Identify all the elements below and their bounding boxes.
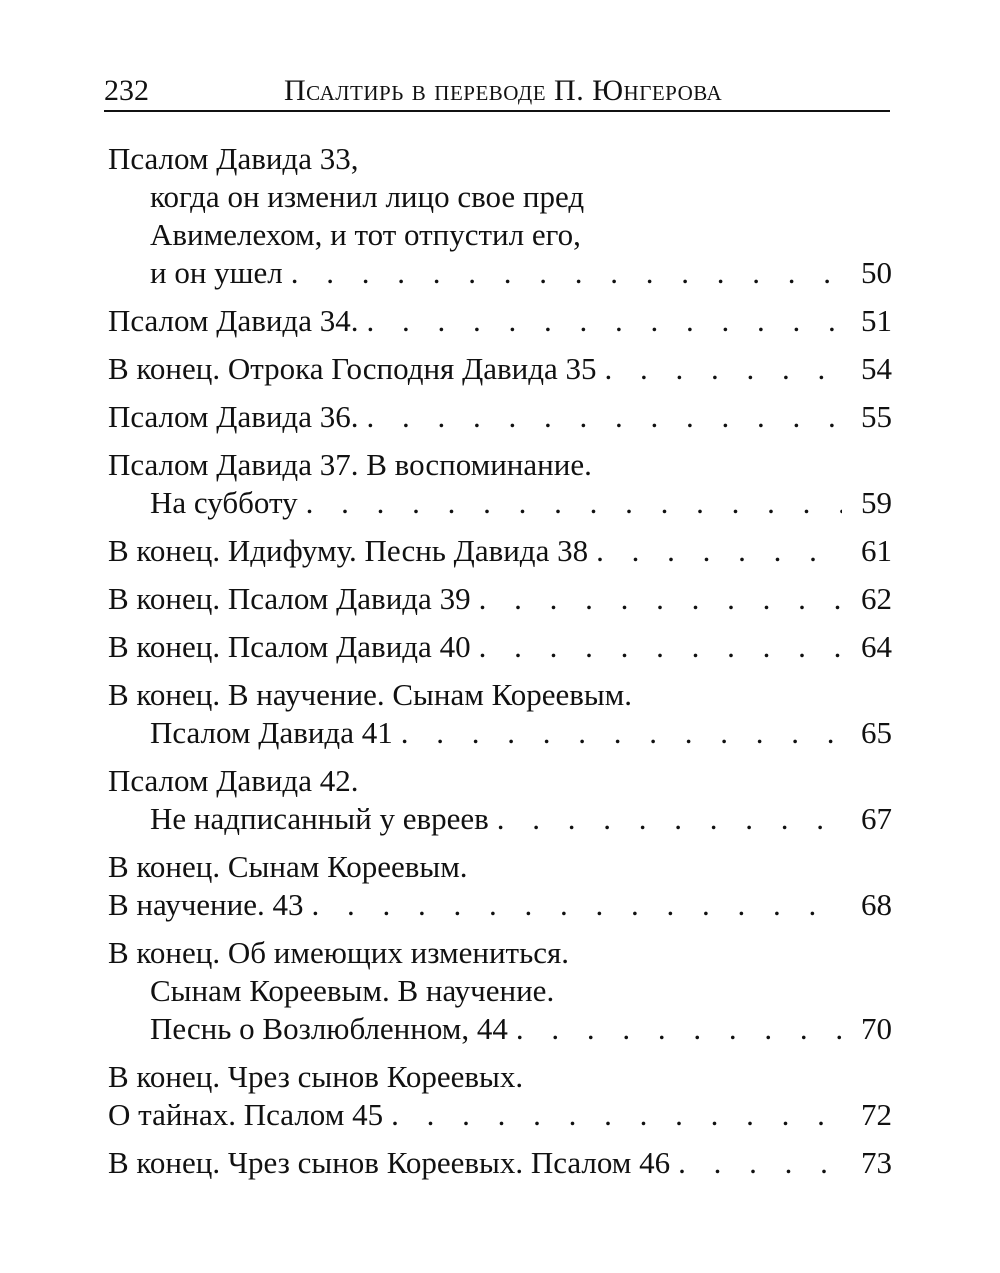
toc-page-number: 73 <box>861 1145 892 1180</box>
toc-entry-title: Сынам Кореевым. В научение. <box>150 973 555 1008</box>
dot-leader <box>479 580 842 618</box>
toc-line <box>108 254 892 292</box>
toc-entry <box>108 848 892 924</box>
dot-leader <box>391 1096 842 1134</box>
toc-entry-title: Псалом Давида 37. В воспоминание. <box>108 447 592 482</box>
toc-page-number: 68 <box>861 887 892 922</box>
toc-line <box>108 1096 892 1134</box>
toc-page-number: 51 <box>861 303 892 338</box>
toc-line <box>108 302 892 340</box>
toc-line <box>108 762 892 800</box>
toc-entry-title: В конец. Идифуму. Песнь Давида 38 <box>108 533 589 568</box>
toc-entry-title: когда он изменил лицо свое пред <box>150 179 585 214</box>
toc-entry <box>108 350 892 388</box>
toc-line <box>108 140 892 178</box>
toc-line <box>108 1058 892 1096</box>
toc-entry-title: В конец. Чрез сынов Кореевых. Псалом 46 <box>108 1145 671 1180</box>
toc-line <box>108 1144 892 1182</box>
toc-entry-title: В конец. Сынам Кореевым. <box>108 849 468 884</box>
toc-entry <box>108 580 892 618</box>
toc-entry-title: В конец. В научение. Сынам Кореевым. <box>108 677 633 712</box>
toc-entry-title: Псалом Давида 33, <box>108 141 359 176</box>
dot-leader <box>312 886 843 924</box>
page-number: 232 <box>104 74 149 107</box>
toc-line <box>108 446 892 484</box>
dot-leader <box>497 800 842 838</box>
toc-page-number: 61 <box>861 533 892 568</box>
toc-entry <box>108 628 892 666</box>
dot-leader <box>306 484 842 522</box>
dot-leader <box>479 628 842 666</box>
toc-entry-title: В конец. Об имеющих измениться. <box>108 935 570 970</box>
toc-line <box>108 972 892 1010</box>
toc-entry-title: О тайнах. Псалом 45 <box>108 1097 384 1132</box>
toc-line <box>108 676 892 714</box>
toc-line <box>108 628 892 666</box>
dot-leader <box>291 254 842 292</box>
toc-line <box>108 800 892 838</box>
toc-entry-title: Песнь о Возлюбленном, 44 <box>150 1011 508 1046</box>
toc-line <box>108 178 892 216</box>
toc-entry-title: Псалом Давида 36. <box>108 399 359 434</box>
toc-entry <box>108 676 892 752</box>
toc-line <box>108 580 892 618</box>
dot-leader <box>678 1144 842 1182</box>
toc-page-number: 70 <box>861 1011 892 1046</box>
toc-page-number: 62 <box>861 581 892 616</box>
toc-line <box>108 714 892 752</box>
toc-entry <box>108 398 892 436</box>
toc-entry-title: Авимелехом, и тот отпустил его, <box>150 217 581 252</box>
toc-entry <box>108 1144 892 1182</box>
toc-line <box>108 848 892 886</box>
toc-entry-title: Псалом Давида 42. <box>108 763 359 798</box>
toc-entry-title: В конец. Отрока Господня Давида 35 <box>108 351 597 386</box>
toc-entry-title: В конец. Чрез сынов Кореевых. <box>108 1059 524 1094</box>
toc-entry <box>108 532 892 570</box>
dot-leader <box>366 398 842 436</box>
toc-entry <box>108 762 892 838</box>
toc-page-number: 65 <box>861 715 892 750</box>
toc-line <box>108 484 892 522</box>
dot-leader <box>604 350 842 388</box>
toc-entry <box>108 934 892 1048</box>
toc-page-number: 72 <box>861 1097 892 1132</box>
toc-page-number: 55 <box>861 399 892 434</box>
toc-line <box>108 934 892 972</box>
toc-page-number: 64 <box>861 629 892 664</box>
dot-leader <box>366 302 842 340</box>
toc-page-number: 59 <box>861 485 892 520</box>
toc-entry-title: На субботу <box>150 485 298 520</box>
toc-line <box>108 532 892 570</box>
running-title: Псалтирь в переводе П. Юнгерова <box>284 74 723 107</box>
toc-line <box>108 216 892 254</box>
toc-page-number: 50 <box>861 255 892 290</box>
toc-entry <box>108 302 892 340</box>
toc-entry <box>108 446 892 522</box>
toc-entry <box>108 1058 892 1134</box>
toc-page-number: 67 <box>861 801 892 836</box>
toc-line <box>108 886 892 924</box>
toc-entry-title: В конец. Псалом Давида 40 <box>108 629 471 664</box>
toc-entry-title: В научение. 43 <box>108 887 304 922</box>
dot-leader <box>596 532 842 570</box>
table-of-contents <box>108 140 892 1192</box>
page-header <box>104 72 890 112</box>
toc-line <box>108 1010 892 1048</box>
dot-leader <box>401 714 842 752</box>
toc-entry-title: Псалом Давида 34. <box>108 303 359 338</box>
toc-line <box>108 398 892 436</box>
toc-page-number: 54 <box>861 351 892 386</box>
toc-line <box>108 350 892 388</box>
dot-leader <box>516 1010 842 1048</box>
toc-entry-title: Псалом Давида 41 <box>150 715 393 750</box>
toc-entry <box>108 140 892 292</box>
toc-entry-title: Не надписанный у евреев <box>150 801 489 836</box>
toc-entry-title: В конец. Псалом Давида 39 <box>108 581 471 616</box>
toc-entry-title: и он ушел <box>150 255 283 290</box>
